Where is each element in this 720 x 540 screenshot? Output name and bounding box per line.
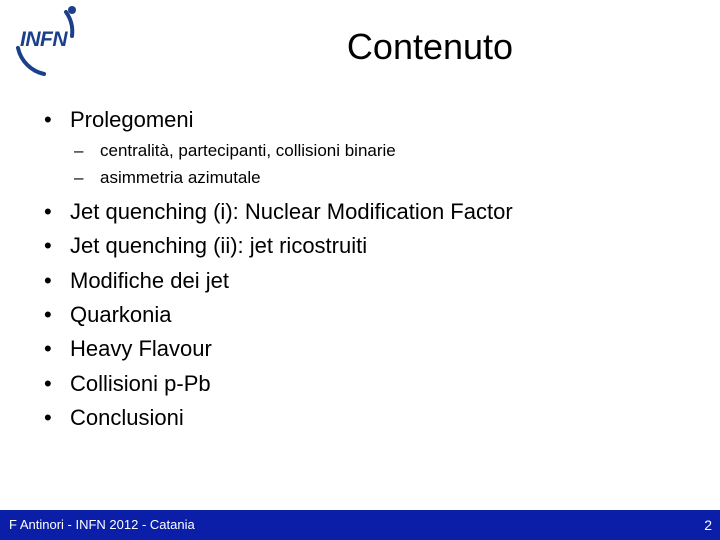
infn-logo [4, 2, 80, 78]
list-item-label: Jet quenching (ii): jet ricostruiti [70, 233, 368, 258]
list-item-jet-quenching-ii [44, 233, 367, 259]
footer-text: F Antinori - INFN 2012 - Catania [9, 517, 195, 532]
bullet: • [44, 302, 52, 327]
list-item-label: Jet quenching (i): Nuclear Modification Factor [70, 199, 513, 224]
list-item-label: Modifiche dei jet [70, 268, 229, 293]
list-item-quarkonia [44, 302, 172, 328]
list-item-modifiche-jet [44, 268, 229, 294]
list-item-label: Quarkonia [70, 302, 172, 327]
bullet: • [44, 233, 52, 258]
dash: – [74, 141, 84, 160]
list-item-jet-quenching-i [44, 199, 513, 225]
list-item-label: Prolegomeni [70, 107, 194, 132]
sub-item-asimmetria [74, 167, 261, 189]
list-item-collisioni-ppb [44, 371, 211, 397]
list-item-label: Heavy Flavour [70, 336, 212, 361]
list-item-prolegomeni [44, 107, 194, 133]
list-item-label: Collisioni p-Pb [70, 371, 211, 396]
bullet: • [44, 405, 52, 430]
infn-logo-text: INFN [20, 28, 67, 51]
sub-item-label: asimmetria azimutale [100, 168, 261, 187]
bullet: • [44, 199, 52, 224]
bullet: • [44, 268, 52, 293]
list-item-label: Conclusioni [70, 405, 184, 430]
bullet: • [44, 107, 52, 132]
list-item-conclusioni [44, 405, 184, 431]
list-item-heavy-flavour [44, 336, 212, 362]
slide-footer [0, 510, 720, 540]
bullet: • [44, 336, 52, 361]
slide-title: Contenuto [346, 26, 514, 67]
dash: – [74, 168, 84, 187]
page-number: 2 [704, 517, 712, 533]
bullet: • [44, 371, 52, 396]
sub-item-label: centralità, partecipanti, collisioni binarie [100, 141, 396, 160]
sub-item-centralita [74, 140, 396, 162]
